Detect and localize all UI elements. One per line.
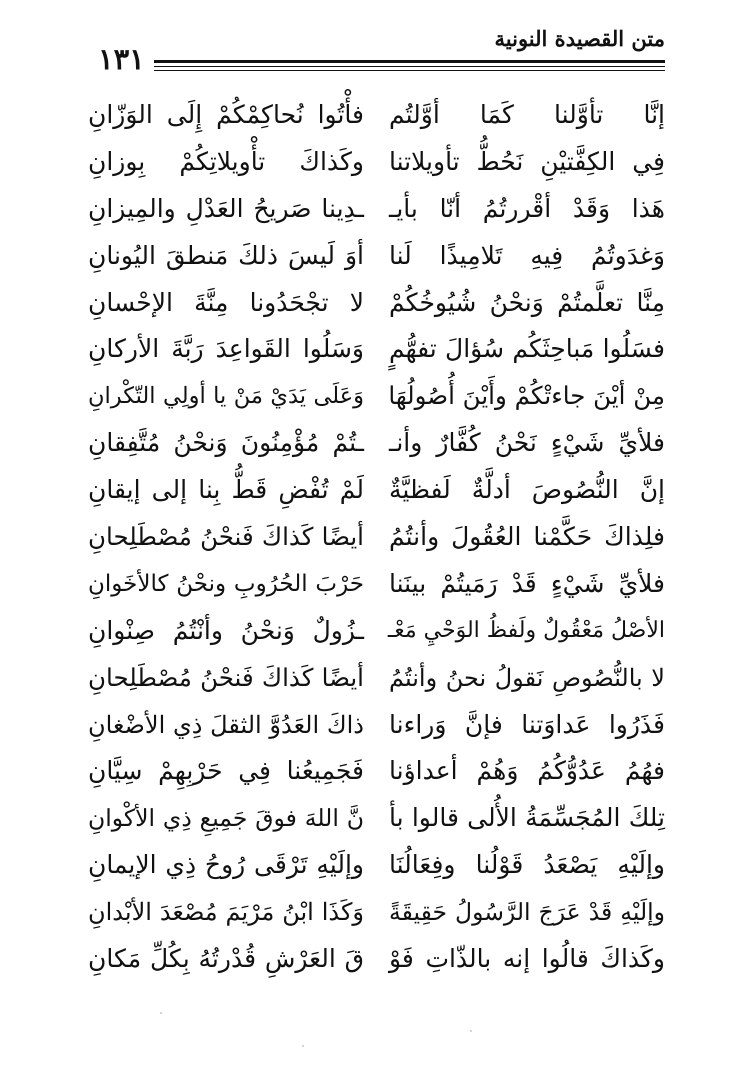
verse-line — [88, 280, 665, 327]
verse-first-hemistich: مِنْ أيْنَ جاءتْكُمْ وأَيْنَ أُصُولُهَا — [388, 381, 665, 411]
verse-line — [88, 326, 665, 373]
verse-line — [88, 186, 665, 233]
verse-first-hemistich: إنَّا تأوَّلنا كَمَا أوَّلتُم — [389, 100, 665, 129]
verse-second-hemistich: وَعَلَى يَدَيْ مَنْ يا أولِي التّكْرانِ — [88, 383, 364, 410]
verse-first-hemistich: لا بالنُّصُوصِ نَقولُ نحنُ وأنتُمُ — [389, 663, 665, 692]
scan-speck — [160, 1012, 162, 1014]
verse-second-hemistich: لَمْ تُفْضِ قَطُّ بِنا إلى إيقانِ — [88, 475, 364, 505]
verse-first-hemistich: هَذا وَقَدْ أقْررتُمُ أنّا بأيـ — [389, 193, 665, 223]
verse-second-hemistich: وَسَلُوا القَواعِدَ رَبَّةَ الأركانِ — [88, 334, 364, 364]
verse-second-hemistich: ـتُمْ مُؤْمِنُونَ وَنحْنُ مُتَّفِقانِ — [88, 428, 364, 458]
verse-second-hemistich: ذاكَ العَدُوَّ الثقلَ ذِي الأضْغانِ — [88, 710, 364, 739]
scan-speck — [470, 1030, 472, 1032]
verse-first-hemistich: وَغدَوتُمُ فِيهِ تَلامِيذًا لَنا — [389, 240, 665, 270]
verse-second-hemistich: قَ العَرْشِ قُدْرتُهُ بِكُلِّ مَكانِ — [88, 944, 364, 974]
page-header — [96, 24, 665, 76]
verse-second-hemistich: أيضًا كَذاكَ فَنحْنُ مُصْطَلِحانِ — [88, 662, 364, 692]
verse-first-hemistich: وإلَيْهِ يَصْعَدُ قَوْلُنا وفِعَالُنَا — [389, 850, 665, 880]
verse-second-hemistich: وكَذاكَ تأْويلاتِكُمْ بِوزانِ — [88, 146, 364, 176]
verse-second-hemistich: أيضًا كَذاكَ فَنحْنُ مُصْطَلِحانِ — [88, 522, 364, 552]
verse-line — [88, 139, 665, 186]
verse-line — [88, 233, 665, 280]
verse-line — [88, 936, 665, 983]
verse-first-hemistich: مِنَّا تعلَّمتُمْ وَنحْنُ شُيُوخُكُمْ — [389, 287, 665, 317]
verse-second-hemistich: وإلَيْهِ تَرْقَى رُوحُ ذِي الإيمانِ — [88, 850, 364, 880]
verse-line — [88, 748, 665, 795]
verse-line — [88, 889, 665, 936]
verse-line — [88, 702, 665, 749]
verse-line — [88, 795, 665, 842]
verse-second-hemistich: ـزُولٌ وَنحْنُ وأنْتُمُ صِنْوانِ — [88, 615, 364, 645]
verse-line — [88, 373, 665, 420]
verse-second-hemistich: أوَ لَيسَ ذلكَ مَنطقَ اليُونانِ — [88, 240, 364, 270]
verse-first-hemistich: فلِذاكَ حَكَّمْنا العُقُولَ وأنتُمُ — [389, 522, 665, 552]
verse-first-hemistich: تِلكَ المُجَسِّمَةُ الأُلى قالوا بأ — [389, 803, 665, 833]
verse-line — [88, 467, 665, 514]
verse-second-hemistich: لا تجْحَدُونا مِنَّةَ الإحْسانِ — [88, 287, 364, 317]
verse-line — [88, 92, 665, 139]
verse-second-hemistich: فَجَمِيعُنا فِي حَرْبِهِمْ سِيَّانِ — [88, 756, 364, 786]
header-rule-thin-lower — [154, 70, 665, 71]
verse-first-hemistich: إنَّ النُّصُوصَ أدلَّةٌ لَفظيَّةٌ — [389, 475, 665, 505]
verse-first-hemistich: وكَذاكَ قالُوا إنه بالذّاتِ فَوْ — [389, 944, 665, 974]
scan-speck — [302, 1045, 304, 1047]
verse-first-hemistich: فلأيِّ شَيْءٍ قَدْ رَمَيتُمْ بينَنا — [389, 568, 665, 598]
header-rule-thick — [154, 60, 665, 63]
verse-first-hemistich: فلأيِّ شَيْءٍ نَحْنُ كُفَّارٌ وأنـ — [389, 428, 665, 458]
verse-second-hemistich: ـدِينا صَريحُ العَدْلِ والمِيزانِ — [88, 193, 364, 223]
verse-second-hemistich: حَرْبَ الحُرُوبِ ونحْنُ كالأخَوانِ — [88, 570, 364, 597]
verse-first-hemistich: فِي الكِفَّتيْنِ نَحُطُّ تأويلاتنا — [389, 146, 665, 176]
verse-second-hemistich: فأْتُوا نُحاكِمْكُمْ إِلَى الوَزّانِ — [88, 100, 364, 129]
verse-line — [88, 561, 665, 608]
poem-body — [88, 92, 665, 983]
verse-first-hemistich: وإلَيْهِ قَدْ عَرَجَ الرَّسُولُ حَقِيقَةً — [389, 898, 665, 927]
header-rule-thin — [154, 66, 665, 67]
page-number: ١٣١ — [98, 42, 145, 76]
verse-first-hemistich: فسَلُوا مَباحِثَكُم سُؤالَ تفهُّمٍ — [389, 334, 665, 364]
verse-line — [88, 842, 665, 889]
running-title: متن القصيدة النونية — [494, 26, 665, 51]
verse-first-hemistich: فهُمُ عَدُوُّكُمُ وَهُمْ أعداؤنا — [389, 756, 665, 786]
verse-line — [88, 514, 665, 561]
verse-second-hemistich: نَّ اللهَ فوقَ جَمِيعِ ذِي الأكْوانِ — [88, 804, 364, 833]
verse-second-hemistich: وَكَذَا ابْنُ مَرْيَمَ مُصْعَدَ الأبْدانِ — [88, 898, 364, 927]
verse-first-hemistich: الأصْلُ مَعْقُولٌ ولَفظُ الوَحْيِ مَعْـ — [387, 617, 665, 643]
verse-line — [88, 420, 665, 467]
verse-line — [88, 608, 665, 655]
verse-first-hemistich: فَذَرُوا عَداوَتنا فإنَّ وَراءنا — [389, 709, 665, 739]
verse-line — [88, 655, 665, 702]
